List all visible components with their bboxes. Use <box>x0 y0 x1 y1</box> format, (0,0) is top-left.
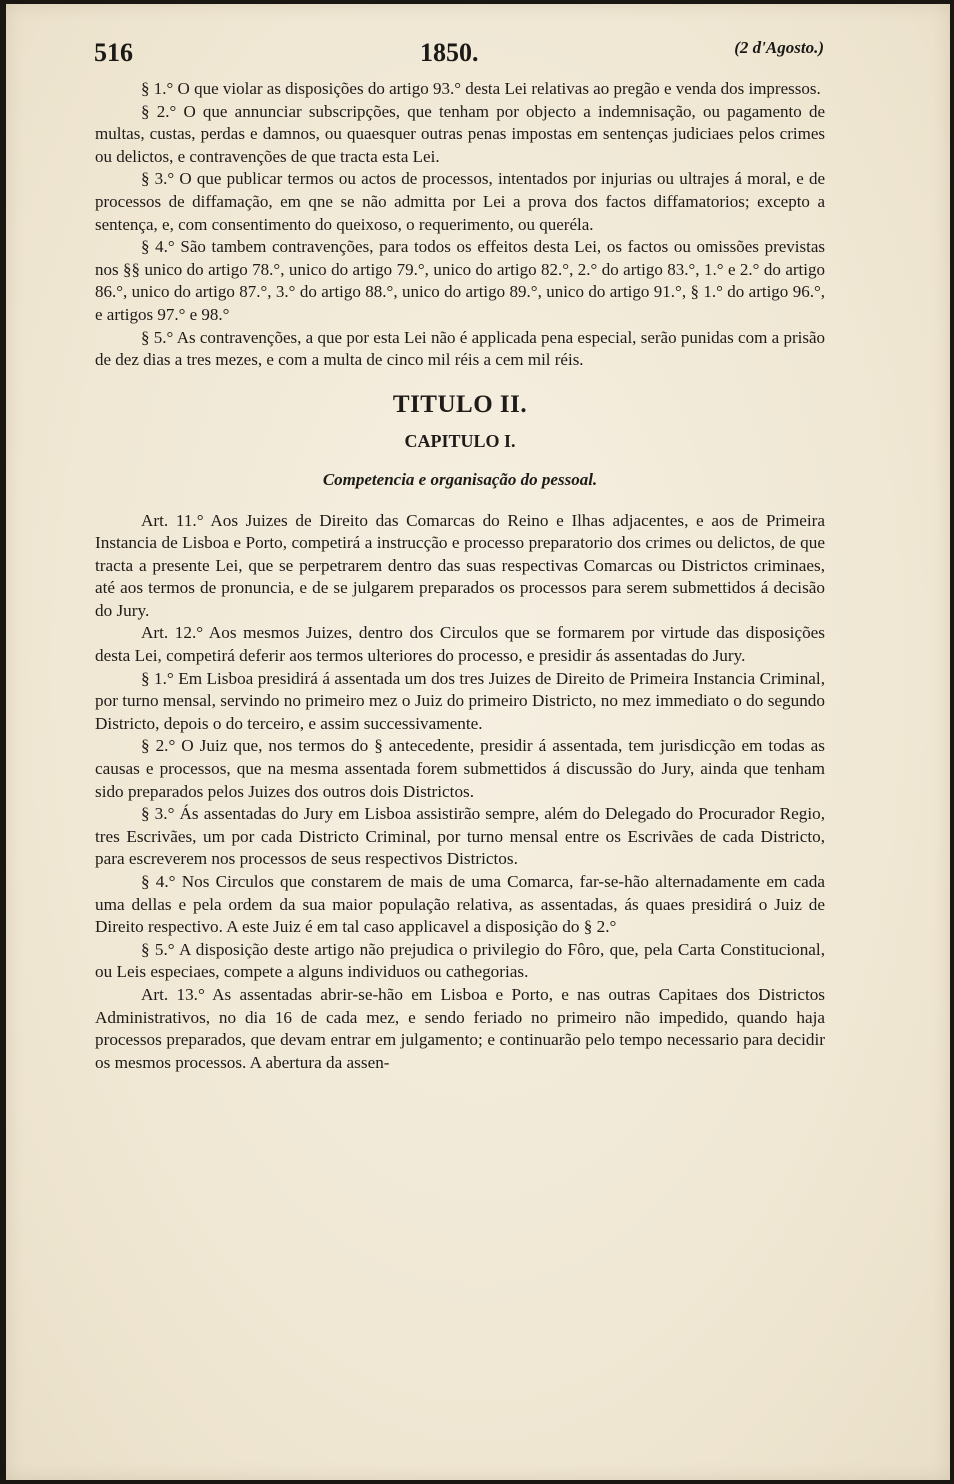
page-date: (2 d'Agosto.) <box>734 38 824 57</box>
paragraph: § 1.° O que violar as disposições do artigo 93.° desta Lei relativas ao pregão e venda dos impressos. <box>141 79 821 98</box>
paragraph: § 4.° Nos Circulos que constarem de mais de uma Comarca, far-se-hão alternadamente em cada uma dellas e pela ordem da sua maior população relativa, as assentadas, ás quaes presidirá o Juiz de Direito respectivo. A este Juiz é em tal caso applicavel a disposição do § 2.° <box>95 872 825 937</box>
paragraph: § 2.° O que annunciar subscripções, que tenham por objecto a indemnisação, ou pagamento de multas, custas, perdas e damnos, ou quaesquer outras penas impostas em sentenças judiciaes pelos crimes ou delictos, e contravenções de que tracta esta Lei. <box>95 101 825 166</box>
section-before <box>95 78 825 372</box>
section-subtitle: Competencia e organisação do pessoal. <box>322 469 598 489</box>
paragraph: Art. 11.° Aos Juizes de Direito das Comarcas do Reino e Ilhas adjacentes, e aos de Primeira Instancia de Lisboa e Porto, competirá a instrucção e processo preparatorio dos crimes ou delictos, de que tracta a presente Lei, que se perpetrarem dentro das suas respectivas Comarcas ou Districtos criminaes, até aos termos de pronuncia, e de se julgarem preparados os processos para serem submettidos á decisão do Jury. <box>95 510 825 620</box>
paragraph: § 5.° As contravenções, a que por esta Lei não é applicada pena especial, serão punidas com a prisão de dez dias a tres mezes, e com a multa de cinco mil réis a cem mil réis. <box>95 327 825 370</box>
body-text <box>95 78 825 1074</box>
paragraph: § 2.° O Juiz que, nos termos do § antecedente, presidir á assentada, tem jurisdicção em todas as causas e processos, que na mesma assentada forem submettidos á discussão do Jury, ainda que tenham sido preparados pelos Juizes dos outros dois Districtos. <box>95 736 825 801</box>
page-header <box>94 38 824 72</box>
capitulo-heading: CAPITULO I. <box>404 431 516 452</box>
document-page <box>6 4 950 1480</box>
paragraph: Art. 13.° As assentadas abrir-se-hão em Lisboa e Porto, e nas outras Capitaes dos Districtos Administrativos, no dia 16 de cada mez, e sendo feriado no primeiro não impedido, quando haja processos preparados, que devam entrar em julgamento; e continuarão pelo tempo necessario para decidir os mesmos processos. A abertura da assen- <box>95 984 825 1072</box>
paragraph: § 4.° São tambem contravenções, para todos os effeitos desta Lei, os factos ou omissões previstas nos §§ unico do artigo 78.°, unico do artigo 79.°, unico do artigo 82.°, 2.° do artigo 83.°, 1.° e 2.° do artigo 86.°, unico do artigo 87.°, 3.° do artigo 88.°, unico do artigo 89.°, unico do artigo 91.°, § 1.° do artigo 96.°, e artigos 97.° e 98.° <box>95 237 825 324</box>
paragraph: § 5.° A disposição deste artigo não prejudica o privilegio do Fôro, que, pela Carta Constitucional, ou Leis especiaes, compete a alguns individuos ou cathegorias. <box>95 939 825 982</box>
section-after <box>95 510 825 1075</box>
paragraph: § 1.° Em Lisboa presidirá á assentada um dos tres Juizes de Direito de Primeira Instancia Criminal, por turno mensal, servindo no primeiro mez o Juiz do primeiro Districto, no mez immediato o do segundo Districto, depois o do terceiro, e assim successivamente. <box>95 668 825 733</box>
paragraph: § 3.° Ás assentadas do Jury em Lisboa assistirão sempre, além do Delegado do Procurador Regio, tres Escrivães, um por cada Districto Criminal, por turno mensal entre os Escrivães de cada Districto, para escreverem nos processos de seus respectivos Districtos. <box>95 804 825 869</box>
paragraph: Art. 12.° Aos mesmos Juizes, dentro dos Circulos que se formarem por virtude das disposições desta Lei, competirá deferir aos termos ulteriores do processo, e presidir ás assentadas do Jury. <box>95 623 825 666</box>
page-number: 516 <box>94 38 133 67</box>
page-year: 1850. <box>420 38 479 67</box>
paragraph: § 3.° O que publicar termos ou actos de processos, intentados por injurias ou ultrajes á moral, e de processos de diffamação, em qne se não admitta por Lei a prova dos factos diffamatorios; excepto a sentença, e, com consentimento do queixoso, o requerimento, ou queréla. <box>95 169 825 234</box>
titulo-heading: TITULO II. <box>392 390 528 418</box>
